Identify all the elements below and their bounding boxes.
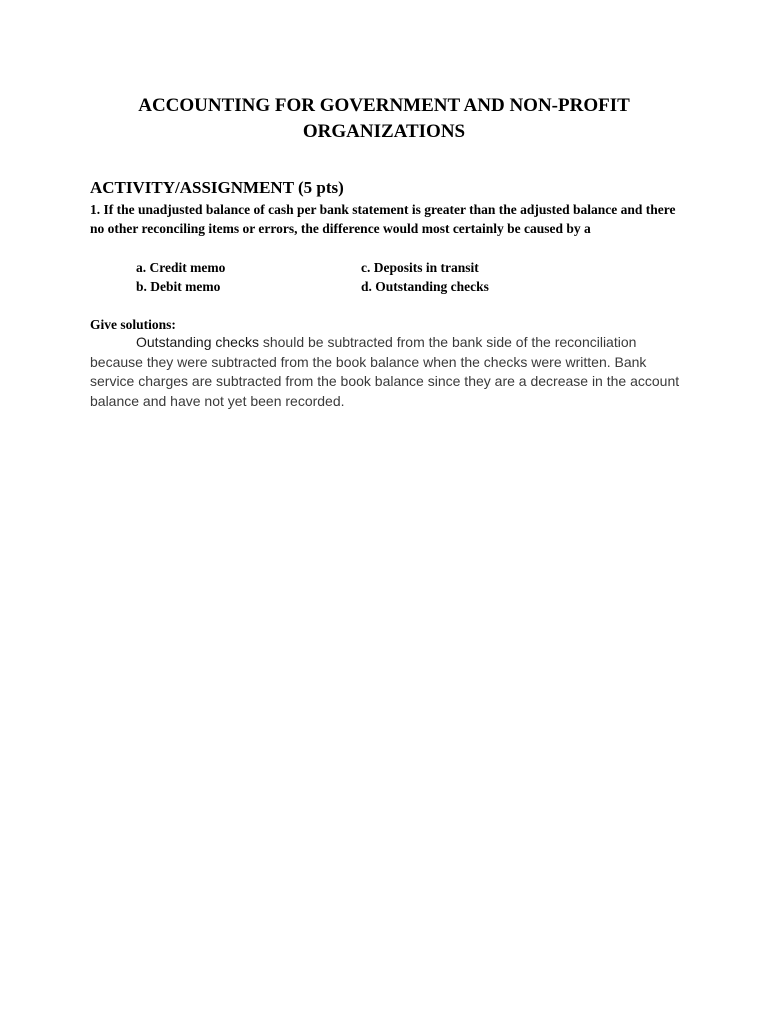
section-heading: ACTIVITY/ASSIGNMENT (5 pts): [90, 178, 344, 197]
choice-d: d. Outstanding checks: [361, 279, 489, 294]
document-title: ACCOUNTING FOR GOVERNMENT AND NON-PROFIT ORGANIZATIONS: [138, 95, 630, 142]
answer-text: should be subtracted from the bank side of the reconciliation because they were subtracted from the book balance when the checks were written. Bank service charges are subtracted from the book balance since they are a decrease in the account balance and have not yet been recorded.: [90, 334, 680, 409]
choice-b: b. Debit memo: [136, 279, 221, 294]
choice-c: c. Deposits in transit: [361, 260, 479, 275]
question-text: 1. If the unadjusted balance of cash per bank statement is greater than the adjusted balance and there no other reconciling items or errors, the difference would most certainly be caused by a: [90, 202, 676, 236]
solutions-label: Give solutions:: [90, 317, 176, 332]
choice-a: a. Credit memo: [136, 260, 226, 275]
answer-paragraph: [90, 333, 690, 411]
answer-highlight: Outstanding checks: [136, 334, 259, 350]
